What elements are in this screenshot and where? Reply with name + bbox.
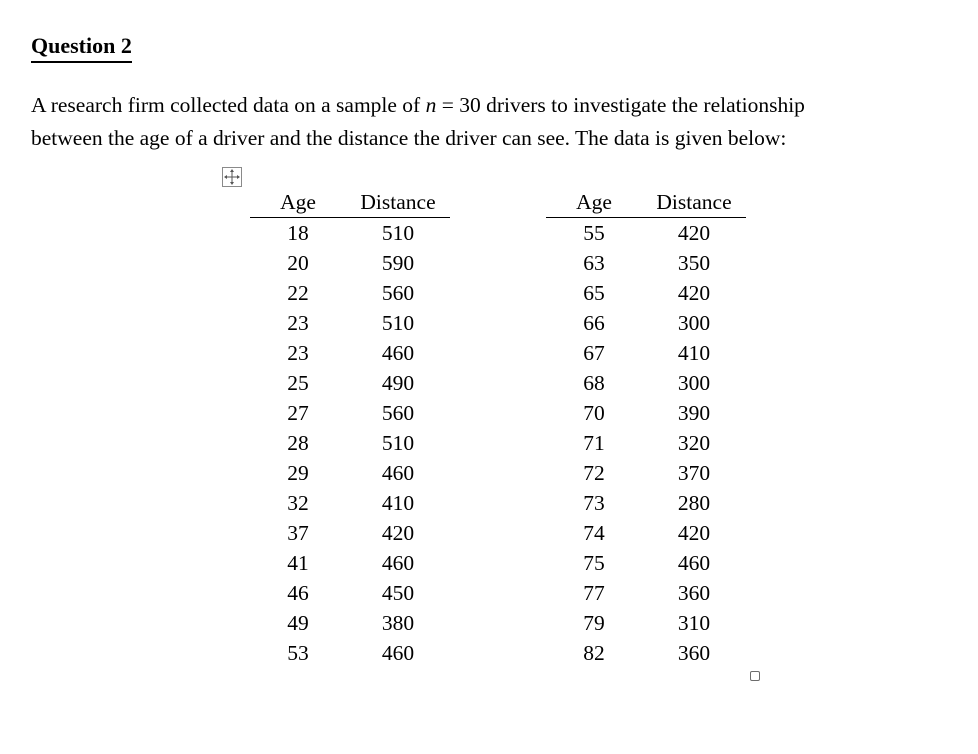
cell-distance: 510 [381, 221, 415, 245]
table-row [250, 458, 450, 488]
table-row [250, 518, 450, 548]
cell-age: 71 [583, 431, 605, 455]
table-move-icon[interactable] [222, 167, 242, 187]
cell-distance: 510 [381, 431, 415, 455]
cell-distance: 450 [381, 581, 415, 605]
cell-distance: 420 [381, 521, 415, 545]
table-row [250, 608, 450, 638]
table-row [250, 578, 450, 608]
cell-age: 55 [583, 221, 605, 245]
cell-distance: 560 [381, 281, 415, 305]
cell-age: 41 [287, 551, 309, 575]
cell-age: 23 [287, 311, 309, 335]
header-distance: Distance [346, 188, 450, 218]
cell-distance: 460 [381, 341, 415, 365]
table-row [546, 428, 746, 458]
cell-age: 37 [287, 521, 309, 545]
table-row [250, 338, 450, 368]
cell-age: 53 [287, 641, 309, 665]
question-text [31, 89, 951, 155]
cell-distance: 300 [677, 311, 711, 335]
cell-age: 82 [583, 641, 605, 665]
cell-distance: 310 [677, 611, 711, 635]
cell-age: 67 [583, 341, 605, 365]
table-row [250, 308, 450, 338]
table-row [250, 488, 450, 518]
table-row [546, 278, 746, 308]
cell-age: 29 [287, 461, 309, 485]
cell-age: 79 [583, 611, 605, 635]
cell-distance: 410 [677, 341, 711, 365]
cell-distance: 300 [677, 371, 711, 395]
cell-distance: 420 [677, 221, 711, 245]
cell-age: 46 [287, 581, 309, 605]
cell-age: 75 [583, 551, 605, 575]
cell-age: 25 [287, 371, 309, 395]
cell-distance: 280 [677, 491, 711, 515]
cell-distance: 460 [677, 551, 711, 575]
cell-distance: 320 [677, 431, 711, 455]
table-row [546, 518, 746, 548]
cell-age: 63 [583, 251, 605, 275]
cell-age: 20 [287, 251, 309, 275]
cell-distance: 380 [381, 611, 415, 635]
cell-distance: 420 [677, 281, 711, 305]
cell-age: 27 [287, 401, 309, 425]
table-row [250, 428, 450, 458]
table-row [546, 548, 746, 578]
cell-distance: 490 [381, 371, 415, 395]
cell-distance: 590 [381, 251, 415, 275]
table-row [546, 608, 746, 638]
table-row [546, 338, 746, 368]
question-text-line-2: between the age of a driver and the distance the driver can see. The data is given below: [31, 126, 787, 150]
table-row [546, 458, 746, 488]
table-row [546, 248, 746, 278]
cell-distance: 560 [381, 401, 415, 425]
cell-distance: 510 [381, 311, 415, 335]
cell-distance: 360 [677, 581, 711, 605]
cell-distance: 460 [381, 551, 415, 575]
table-row [546, 398, 746, 428]
cell-age: 74 [583, 521, 605, 545]
cell-age: 22 [287, 281, 309, 305]
cell-age: 65 [583, 281, 605, 305]
variable-n: n [425, 93, 437, 117]
table-resize-icon[interactable] [750, 671, 760, 681]
header-age: Age [250, 188, 346, 218]
table-row [546, 308, 746, 338]
table-row [250, 638, 450, 668]
cell-age: 32 [287, 491, 309, 515]
table-row [546, 368, 746, 398]
cell-distance: 420 [677, 521, 711, 545]
table-row [250, 278, 450, 308]
table-row [250, 398, 450, 428]
table-row [250, 218, 450, 249]
cell-age: 23 [287, 341, 309, 365]
cell-age: 18 [287, 221, 309, 245]
question-heading: Question 2 [31, 31, 132, 63]
cell-distance: 460 [381, 641, 415, 665]
cell-distance: 370 [677, 461, 711, 485]
cell-age: 66 [583, 311, 605, 335]
table-row [546, 578, 746, 608]
table-row [250, 548, 450, 578]
cell-distance: 360 [677, 641, 711, 665]
header-distance: Distance [642, 188, 746, 218]
data-table-left [250, 188, 450, 668]
cell-distance: 350 [677, 251, 711, 275]
cell-age: 72 [583, 461, 605, 485]
cell-distance: 460 [381, 461, 415, 485]
table-row [546, 218, 746, 249]
cell-age: 73 [583, 491, 605, 515]
table-header-row [546, 188, 746, 218]
table-row [546, 638, 746, 668]
question-text-line-1: A research firm collected data on a sample of n = 30 drivers to investigate the relationship [31, 93, 805, 117]
cell-age: 77 [583, 581, 605, 605]
table-row [250, 368, 450, 398]
cell-distance: 410 [381, 491, 415, 515]
table-header-row [250, 188, 450, 218]
data-table-right [546, 188, 746, 668]
cell-distance: 390 [677, 401, 711, 425]
table-row [546, 488, 746, 518]
header-age: Age [546, 188, 642, 218]
cell-age: 68 [583, 371, 605, 395]
cell-age: 28 [287, 431, 309, 455]
table-row [250, 248, 450, 278]
cell-age: 70 [583, 401, 605, 425]
cell-age: 49 [287, 611, 309, 635]
